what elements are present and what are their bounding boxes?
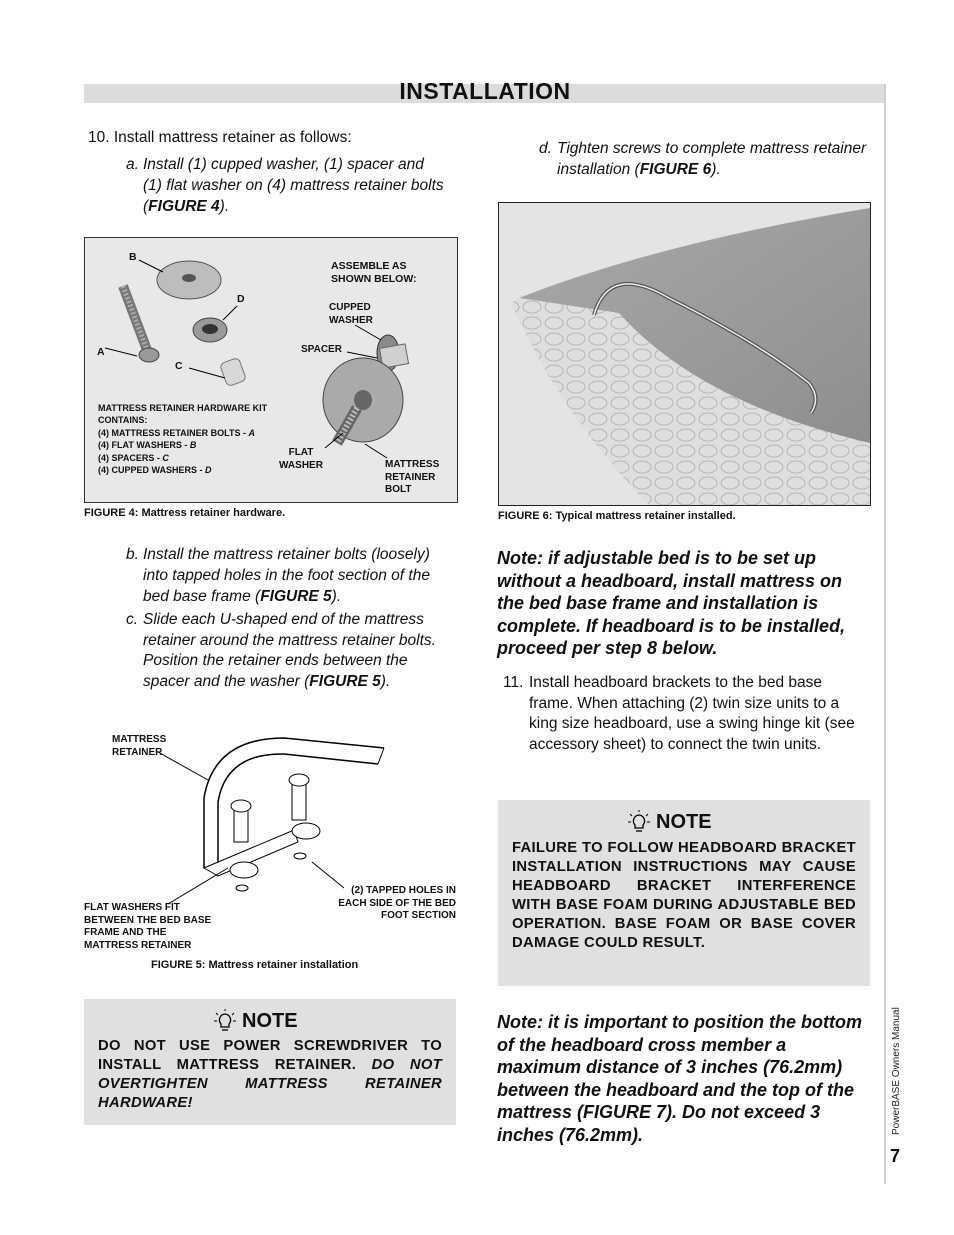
kit-title: MATTRESS RETAINER HARDWARE KIT CONTAINS: (98, 403, 268, 426)
note-heading-right (628, 810, 712, 834)
step-b-text-end: ). (331, 588, 342, 605)
step-c-fig-ref: FIGURE 5 (309, 672, 381, 690)
step-d-text-end: ). (711, 161, 721, 178)
step-d-letter: d. (539, 140, 552, 157)
step-10d (539, 138, 869, 180)
retainer-bolt-label: MATTRESS RETAINER BOLT (385, 459, 440, 495)
figure-5 (84, 728, 456, 953)
kit-line-3-key: C (162, 452, 169, 463)
kit-line-4-key: D (205, 465, 212, 476)
flat-washer-label: FLAT WASHER (279, 447, 323, 471)
step-b-letter: b. (126, 546, 139, 563)
note-box-screwdriver (84, 999, 456, 1125)
note-heading-text: NOTE (242, 1009, 298, 1032)
step-10c (126, 610, 456, 692)
page-number: 7 (890, 1146, 901, 1166)
label-a: A (97, 346, 105, 358)
step-c-text-end: ). (380, 672, 391, 690)
step-11-text: Install headboard brackets to the bed base frame. When attaching (2) twin size units to a king size headboard, use a swing hinge kit (see accessory sheet) to connect the twin units. (529, 674, 855, 754)
step-b-fig-ref: FIGURE 5 (260, 588, 332, 605)
note-body-emphasis: DO NOT OVERTIGHTEN MATTRESS RETAINER HARDWARE! (98, 1057, 442, 1111)
spacer-label: SPACER (301, 344, 342, 355)
step-10 (88, 127, 448, 148)
lightbulb-icon (628, 810, 650, 834)
note-heading (214, 1009, 298, 1033)
step-c-text: Slide each U-shaped end of the mattress retainer around the mattress retainer bolts. Position the retainer ends between the spacer and the washer ( (143, 611, 436, 690)
label-d: D (237, 293, 245, 305)
step-11-number: 11. (503, 674, 524, 691)
step-10-text: Install mattress retainer as follows: (113, 129, 352, 146)
flat-washers-fit-label: FLAT WASHERS FIT BETWEEN THE BED BASE FRAME AND THE MATTRESS RETAINER (84, 902, 212, 951)
label-b: B (129, 251, 137, 263)
kit-line-2-key: B (189, 440, 197, 451)
figure-4 (84, 237, 458, 503)
step-d-text: Tighten screws to complete mattress retainer installation ( (557, 140, 867, 178)
page-title: INSTALLATION (399, 78, 571, 104)
note-heading-right-text: NOTE (656, 810, 712, 833)
label-c: C (175, 360, 183, 372)
step-a-fig-ref: FIGURE 4 (148, 198, 220, 215)
note-body-right: FAILURE TO FOLLOW HEADBOARD BRACKET INSTALLATION INSTRUCTIONS MAY CAUSE HEADBOARD BRACKET INTERFERENCE WITH BASE FOAM DURING ADJUSTABLE BED OPERATION. BASE FOAM OR BASE COVER DAMAGE COULD RESULT. (512, 840, 856, 951)
kit-line-2 (98, 439, 278, 451)
step-a-letter: a. (126, 156, 139, 173)
lightbulb-icon (214, 1009, 236, 1033)
manual-name: PowerBASE Owners Manual (891, 1007, 902, 1135)
figure-4-caption: FIGURE 4: Mattress retainer hardware. (84, 507, 286, 519)
assemble-label: ASSEMBLE AS SHOWN BELOW: (331, 260, 417, 285)
step-11 (503, 673, 869, 756)
figure-5-caption: FIGURE 5: Mattress retainer installation (151, 959, 359, 971)
kit-line-4 (98, 464, 278, 476)
figure-6-caption: FIGURE 6: Typical mattress retainer installed. (498, 510, 736, 522)
figure-6-photo (498, 202, 871, 506)
step-a-text-end: ). (219, 198, 230, 215)
note-box-headboard (498, 800, 870, 986)
step-c-letter: c. (126, 611, 139, 628)
tapped-holes-label: (2) TAPPED HOLES IN EACH SIDE OF THE BED FOOT SECTION (338, 885, 456, 921)
cupped-washer-label: CUPPED WASHER (329, 302, 373, 326)
step-a-text: Install (1) cupped washer, (1) spacer and (1) flat washer on (4) mattress retainer bolts ( (143, 156, 444, 215)
kit-line-1-text: (4) MATTRESS RETAINER BOLTS - (98, 427, 249, 438)
note-body (98, 1037, 442, 1113)
headboard-distance-note: Note: it is important to position the bottom of the headboard cross member a maximum distance of 3 inches (76.2mm) between the headboard and the top of the mattress (FIGURE 7). Do not exceed 3 inches (76.2mm). (497, 1012, 862, 1145)
kit-contents (98, 402, 278, 476)
kit-line-2-text: (4) FLAT WASHERS - (98, 440, 190, 451)
kit-line-3-text: (4) SPACERS - (98, 452, 163, 463)
step-10-number: 10. (88, 129, 110, 146)
retainer-label: MATTRESS RETAINER (112, 734, 167, 758)
step-d-fig-ref: FIGURE 6 (639, 161, 712, 178)
step-10b (126, 544, 456, 607)
page-right-rule (884, 84, 886, 1184)
kit-line-3 (98, 452, 278, 464)
kit-line-4-text: (4) CUPPED WASHERS - (98, 465, 206, 476)
kit-line-1-key: A (248, 427, 255, 438)
step-10a (126, 154, 446, 217)
step-b-text: Install the mattress retainer bolts (loosely) into tapped holes in the foot section of the bed base frame ( (143, 546, 430, 605)
headboard-note: Note: if adjustable bed is to be set up without a headboard, install mattress on the bed base frame and installation is complete. If headboard is to be installed, proceed per step 8 below. (497, 548, 846, 659)
kit-line-1 (98, 427, 278, 439)
note-body-text: DO NOT USE POWER SCREWDRIVER TO INSTALL MATTRESS RETAINER. (98, 1038, 442, 1073)
mattress-retainer-photo (499, 203, 870, 505)
